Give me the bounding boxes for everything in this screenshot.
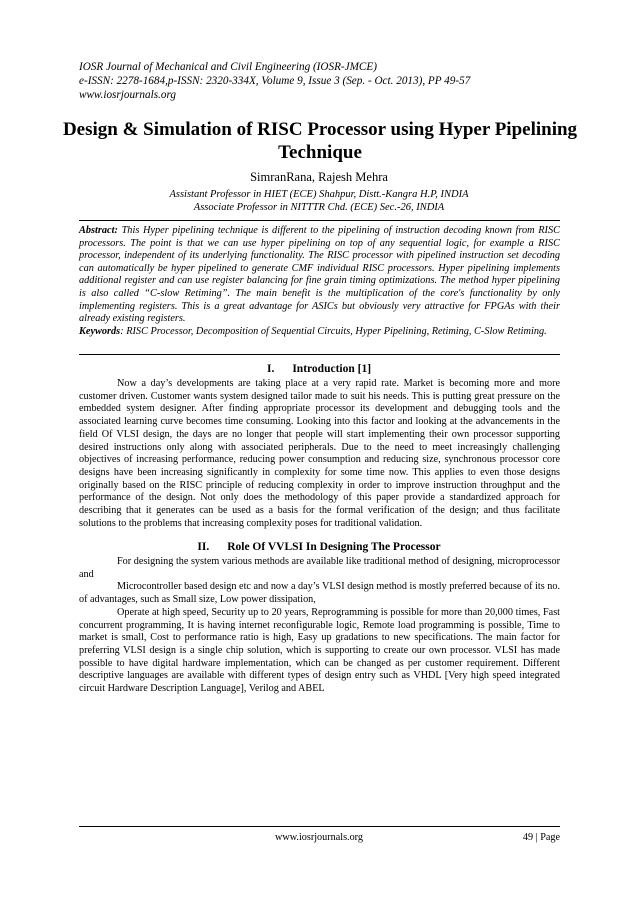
keywords-paragraph bbox=[79, 326, 560, 339]
section-2-paragraph-2: Microcontroller based design etc and now a day’s VLSI design method is mostly preferred because of its no. of advantages, such as Small size, Low power dissipation, bbox=[79, 581, 560, 606]
journal-header bbox=[79, 60, 559, 102]
section-2-paragraph-1: For designing the system various methods are available like traditional method of designing, microprocessor and bbox=[79, 556, 560, 580]
journal-url: www.iosrjournals.org bbox=[79, 89, 176, 101]
section-1-number: I. bbox=[266, 363, 275, 375]
footer-url: www.iosrjournals.org bbox=[274, 832, 363, 843]
abstract-bottom-rule bbox=[79, 354, 560, 355]
section-1-body bbox=[79, 378, 560, 530]
section-2-body bbox=[79, 556, 560, 696]
author-affiliations bbox=[0, 188, 638, 214]
section-1-title: Introduction [1] bbox=[292, 363, 372, 375]
section-1-heading bbox=[0, 362, 638, 376]
paper-authors: SimranRana, Rajesh Mehra bbox=[250, 170, 388, 184]
section-2-number: II. bbox=[197, 541, 210, 553]
abstract-top-rule bbox=[79, 220, 560, 221]
affiliation-1: Assistant Professor in HIET (ECE) Shahpur, Distt.-Kangra H.P, INDIA bbox=[169, 189, 469, 200]
footer-rule bbox=[79, 826, 560, 827]
section-2-heading bbox=[0, 540, 638, 554]
keywords-label: Keywords bbox=[79, 325, 121, 337]
section-1-paragraph-1: Now a day’s developments are taking place at a very rapid rate. Market is becoming more and more customer driven. Customer wants system designed tailor made to suit his needs. This is putting great pressure on the embedded system designer. After finding appropriate processor its development and debugging tools and the associated learning curve becomes time consuming. Looking into this factor and looking at the advancements in the field Of VLSI design, the days are no longer that people will start implementing their own processor supporting desired instructions only along with associated peripherals. Due to the need to meet increasingly challenging objectives of increasing performance, reducing power consumption and reducing size, synchronous processor core designs have been increasing significantly in complexity for some time now. This applies to even those designs originally based on the RISC principle of reducing complexity in order to improve instruction throughput and the performance of the design. Not only does the methodology of this paper provide a standardized approach for describing that it generates can be used as a basis for the formal verification of the design; and thus facilitate solutions to the problems that increasing complexity poses for traditional validation. bbox=[79, 378, 560, 529]
section-2-title: Role Of VVLSI In Designing The Processor bbox=[227, 541, 441, 553]
section-2-paragraph-3: Operate at high speed, Security up to 20 years, Reprogramming is possible for more than 20,000 times, Fast concurrent programming, It is having internet reconfigurable logic, Remote load programming is possible, Time to market is small, Cost to performance ratio is high, Easy up gradations to new specifications. The main factor for preferring VLSI design is a single chip solution, which is supporting to create our own processor. VLSI has made possible to have digital hardware implementation, which can be changed as per customer requirement. Different descriptive languages are available with different types of design entry such as VHDL [Very high speed integrated circuit Hardware Description Language], Verilog and ABEL bbox=[79, 606, 560, 695]
footer-page-number: 49 | Page bbox=[522, 832, 560, 843]
journal-issn: e-ISSN: 2278-1684,p-ISSN: 2320-334X, Volume 9, Issue 3 (Sep. - Oct. 2013), PP 49-57 bbox=[79, 75, 471, 87]
keywords-text: : RISC Processor, Decomposition of Sequential Circuits, Hyper Pipelining, Retiming, C-Slow Retiming. bbox=[120, 325, 547, 337]
paper-title: Design & Simulation of RISC Processor using Hyper Pipelining Technique bbox=[62, 119, 578, 163]
abstract-label: Abstract: bbox=[79, 225, 118, 236]
abstract-block bbox=[79, 225, 560, 338]
abstract-text: This Hyper pipelining technique is different to the pipelining of instruction decoding known from RISC processors. The point is that we can use hyper pipelining on top of any sequential logic, for example a RISC processor, independent of its underlying functionality. The RISC processor with pipelined instruction set decoding can automatically be hyper pipelined to generate CMF individual RISC processors. Hyper pipelining implements additional register and can use register balancing for fine grain timing optimizations. The method hyper pipelining is also called “C-slow Retiming”. The main benefit is the multiplication of the core's functionality by only implementing registers. This is a great advantage for ASICs but obviously very attractive for FPGAs with their already existing registers. bbox=[79, 225, 560, 325]
journal-name: IOSR Journal of Mechanical and Civil Engineering (IOSR-JMCE) bbox=[79, 61, 377, 73]
affiliation-2: Associate Professor in NITTTR Chd. (ECE) Sec.-26, INDIA bbox=[193, 202, 445, 213]
abstract-paragraph bbox=[79, 225, 560, 326]
